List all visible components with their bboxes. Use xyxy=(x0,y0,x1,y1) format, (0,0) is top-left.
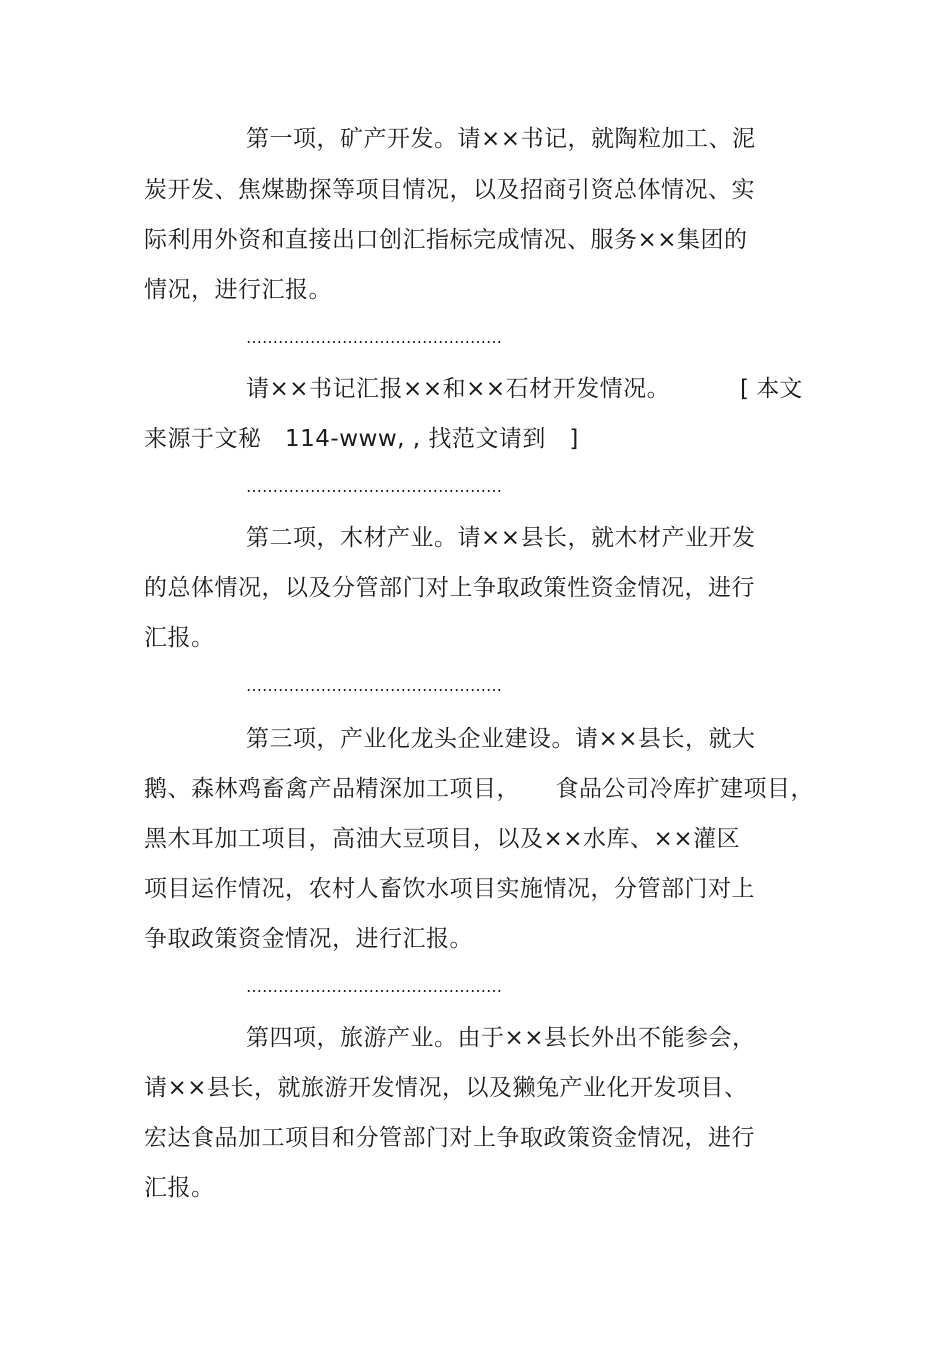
paragraph-4-line-5: 争取政策资金情况，进行汇报。 xyxy=(144,926,473,952)
paragraph-1-line-4: 情况，进行汇报。 xyxy=(144,277,332,303)
paragraph-3-line-1: 第二项，木材产业。请××县长，就木材产业开发 xyxy=(246,525,756,551)
paragraph-1-line-2: 炭开发、焦煤勘探等项目情况，以及招商引资总体情况、实 xyxy=(144,177,755,203)
paragraph-4-line-3: 黑木耳加工项目，高油大豆项目，以及××水库、××灌区 xyxy=(144,826,741,852)
paragraph-4-line-4: 项目运作情况，农村人畜饮水项目实施情况，分管部门对上 xyxy=(144,876,755,902)
paragraph-1-line-3: 际利用外资和直接出口创汇指标完成情况、服务××集团的 xyxy=(144,227,748,253)
paragraph-1-line-1: 第一项，矿产开发。请××书记，就陶粒加工、泥 xyxy=(246,126,756,152)
paragraph-5-line-4: 汇报。 xyxy=(144,1175,215,1201)
separator-dots-4: ………………………………………… xyxy=(246,977,502,996)
paragraph-5-line-1: 第四项，旅游产业。由于××县长外出不能参会， xyxy=(246,1025,756,1051)
separator-dots-3: ………………………………………… xyxy=(246,676,502,695)
source-note-open: [ 本文 xyxy=(740,376,803,402)
paragraph-5-line-2: 请××县长，就旅游开发情况，以及獭兔产业化开发项目、 xyxy=(144,1075,748,1101)
paragraph-2-line-2: 来源于文秘 114-www, , 找范文请到 ] xyxy=(144,426,579,452)
separator-dots-1: ………………………………………… xyxy=(246,328,502,347)
paragraph-4-line-2: 鹅、森林鸡畜禽产品精深加工项目， 食品公司冷库扩建项目， xyxy=(144,776,814,802)
separator-dots-2: ………………………………………… xyxy=(246,477,502,496)
paragraph-3-line-3: 汇报。 xyxy=(144,625,215,651)
paragraph-5-line-3: 宏达食品加工项目和分管部门对上争取政策资金情况，进行 xyxy=(144,1125,755,1151)
paragraph-3-line-2: 的总体情况，以及分管部门对上争取政策性资金情况，进行 xyxy=(144,575,755,601)
paragraph-4-line-1: 第三项，产业化龙头企业建设。请××县长，就大 xyxy=(246,726,756,752)
paragraph-2-line-1: 请××书记汇报××和××石材开发情况。 xyxy=(246,376,671,402)
